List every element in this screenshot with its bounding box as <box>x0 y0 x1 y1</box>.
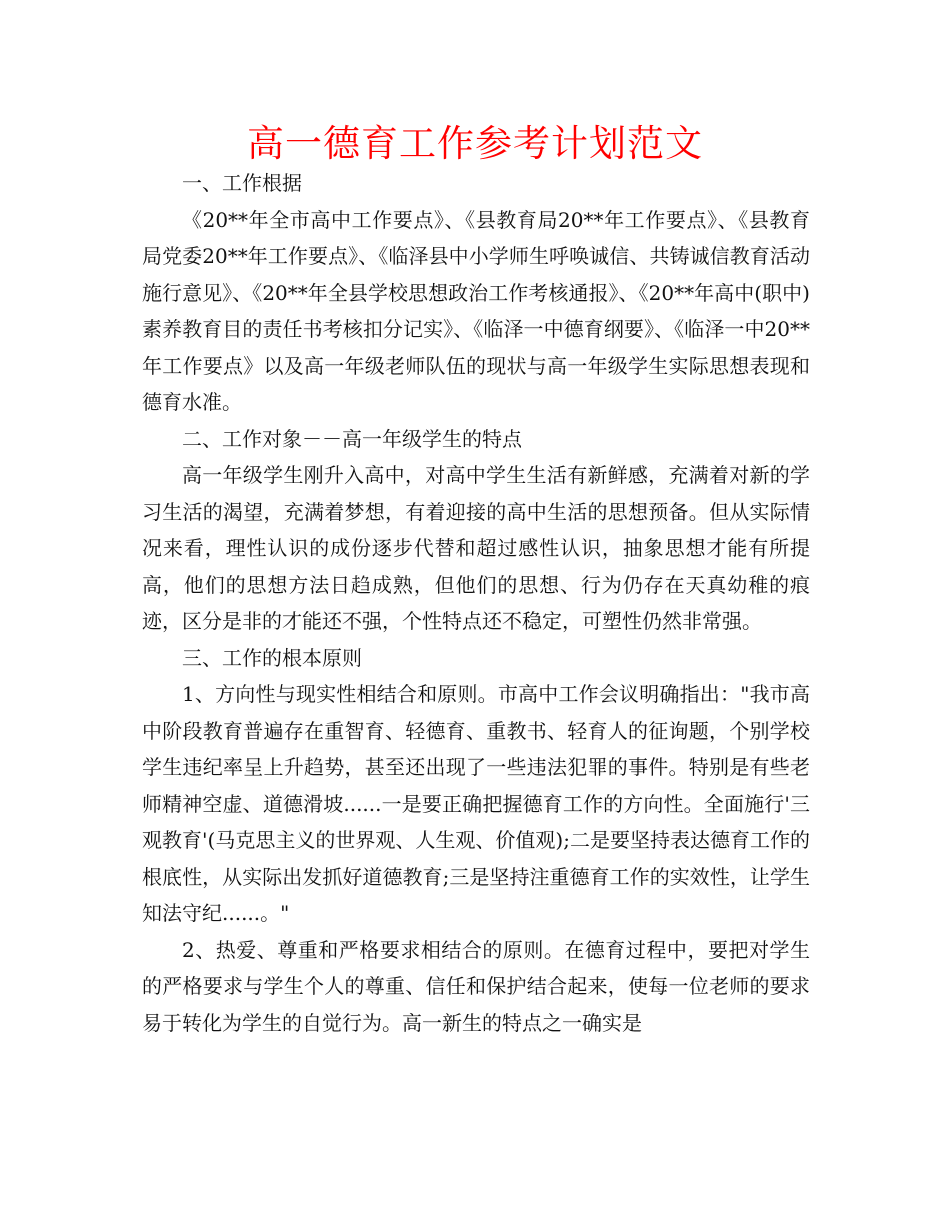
document-body <box>142 165 810 1041</box>
section-heading-basis: 一、工作根据 <box>182 171 302 195</box>
paragraph-student-traits: 高一年级学生刚升入高中，对高中学生生活有新鲜感，充满着对新的学习生活的渴望，充满着梦想，有着迎接的高中生活的思想预备。但从实际情况来看，理性认识的成份逐步代替和超过感性认识，抽象思想才能有所提高，他们的思想方法日趋成熟，但他们的思想、行为仍存在天真幼稚的痕迹，区分是非的才能还不强，个性特点还不稳定，可塑性仍然非常强。 <box>142 463 810 633</box>
section-heading-principles: 三、工作的根本原则 <box>182 645 362 670</box>
document-title: 高一德育工作参考计划范文 <box>247 122 703 165</box>
paragraph-basis: 《20**年全市高中工作要点》、《县教育局20**年工作要点》、《县教育局党委20**年工作要点》、《临泽县中小学师生呼唤诚信、共铸诚信教育活动施行意见》、《20**年全县学校思想政治工作考核通报》、《20**年高中(职中)素养教育目的责任书考核扣分记实》、《临泽一中德育纲要》、《临泽一中20**年工作要点》以及高一年级老师队伍的现状与高一年级学生实际思想表现和德育水准。 <box>142 207 810 414</box>
paragraph-principle-2: 2、热爱、尊重和严格要求相结合的原则。在德育过程中，要把对学生的严格要求与学生个人的尊重、信任和保护结合起来，使每一位老师的要求易于转化为学生的自觉行为。高一新生的特点之一确实是 <box>142 937 810 1035</box>
section-heading-target: 二、工作对象－－高一年级学生的特点 <box>182 426 522 451</box>
paragraph-principle-1: 1、方向性与现实性相结合和原则。市高中工作会议明确指出："我市高中阶段教育普遍存在重智育、轻德育、重教书、轻育人的征询题，个别学校学生违纪率呈上升趋势，甚至还出现了一些违法犯罪的事件。特别是有些老师精神空虚、道德滑坡......一是要正确把握德育工作的方向性。全面施行'三观教育'(马克思主义的世界观、人生观、价值观);二是要坚持表达德育工作的根底性，从实际出发抓好道德教育;三是坚持注重德育工作的实效性，让学生知法守纪......。" <box>142 682 810 925</box>
